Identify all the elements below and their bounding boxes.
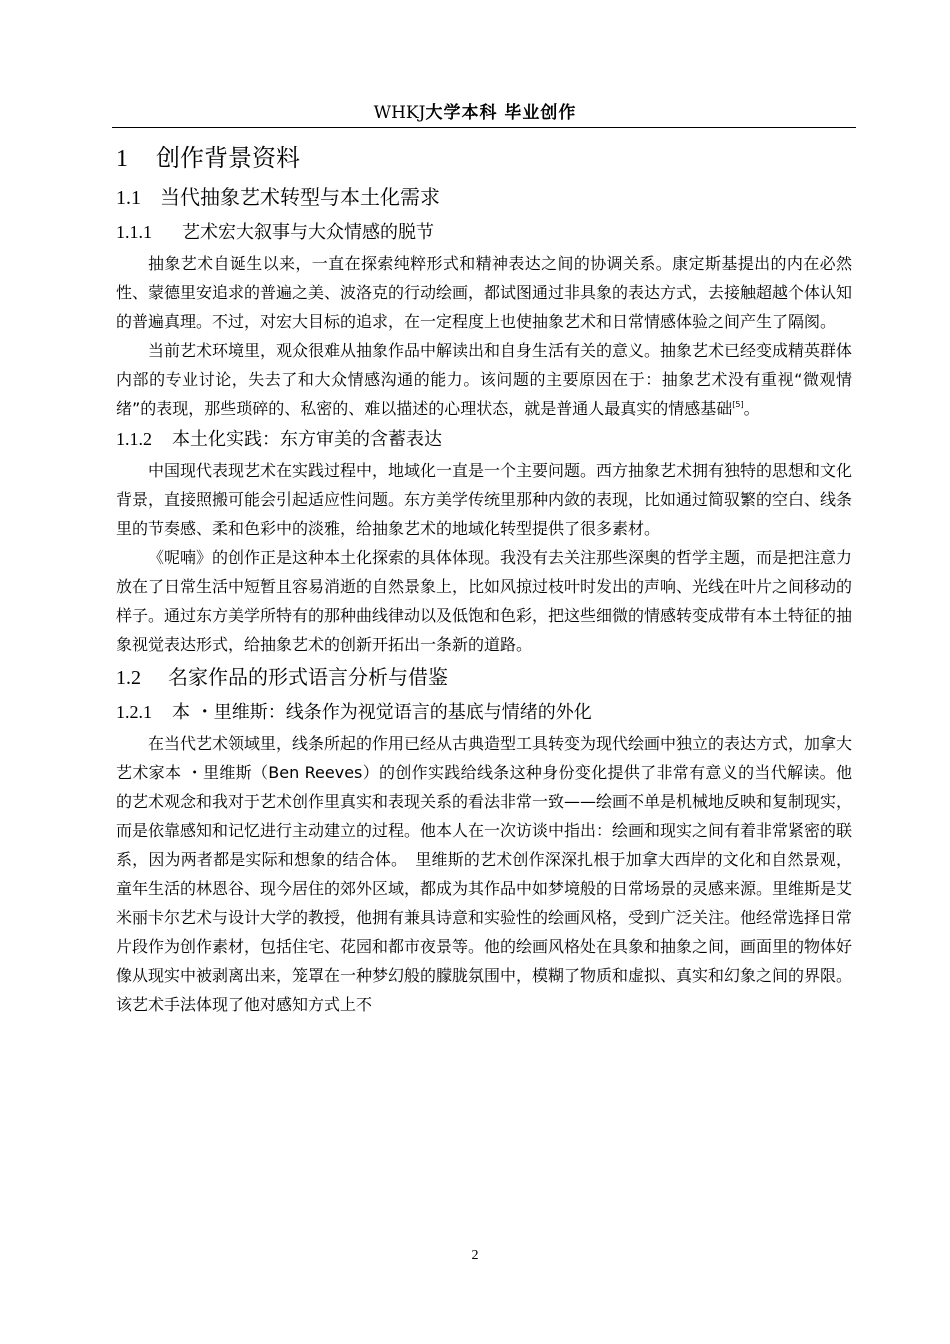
main-content bbox=[116, 136, 852, 1019]
page-number: 2 bbox=[471, 1248, 479, 1263]
section-title: 名家作品的形式语言分析与借鉴 bbox=[168, 665, 448, 689]
subsection-heading-1-1-2 bbox=[116, 423, 852, 456]
body-paragraph: 抽象艺术自诞生以来，一直在探索纯粹形式和精神表达之间的协调关系。康定斯基提出的内在必然性、蒙德里安追求的普遍之美、波洛克的行动绘画，都试图通过非具象的表达方式，去接触超越个体认知的普遍真理。不过，对宏大目标的追求，在一定程度上也使抽象艺术和日常情感体验之间产生了隔阂。 bbox=[116, 254, 853, 331]
subsection-title: 本 ・里维斯：线条作为视觉语言的基底与情绪的外化 bbox=[172, 702, 592, 723]
header-rule bbox=[112, 127, 856, 128]
running-header bbox=[0, 100, 950, 126]
section-title: 当代抽象艺术转型与本土化需求 bbox=[160, 185, 440, 209]
subsection-heading-1-2-1 bbox=[116, 696, 852, 729]
header-latin-text: WHKJ bbox=[373, 103, 426, 123]
header-chinese-text: 大学本科 毕业创作 bbox=[425, 103, 577, 123]
chapter-number: 1 bbox=[116, 146, 128, 172]
body-paragraph: 中国现代表现艺术在实践过程中，地域化一直是一个主要问题。西方抽象艺术拥有独特的思想和文化背景，直接照搬可能会引起适应性问题。东方美学传统里那种内敛的表现，比如通过简驭繁的空白、线条里的节奏感、柔和色彩中的淡雅，给抽象艺术的地域化转型提供了很多素材。 bbox=[116, 461, 853, 538]
section-number: 1.2 bbox=[116, 667, 141, 689]
section-number: 1.1 bbox=[116, 187, 141, 209]
paragraph-text: 当前艺术环境里，观众很难从抽象作品中解读出和自身生活有关的意义。抽象艺术已经变成精英群体内部的专业讨论，失去了和大众情感沟通的能力。该问题的主要原因在于：抽象艺术没有重视“微观情绪”的表现，那些琐碎的、私密的、难以描述的心理状态，就是普通人最真实的情感基础 bbox=[116, 341, 853, 418]
chapter-title: 创作背景资料 bbox=[156, 144, 300, 172]
subsection-number: 1.2.1 bbox=[116, 702, 152, 722]
subsection-title: 艺术宏大叙事与大众情感的脱节 bbox=[182, 222, 434, 243]
subsection-number: 1.1.2 bbox=[116, 429, 152, 449]
subsection-number: 1.1.1 bbox=[116, 222, 152, 242]
body-paragraph: 《呢喃》的创作正是这种本土化探索的具体体现。我没有去关注那些深奥的哲学主题，而是把注意力放在了日常生活中短暂且容易消逝的自然景象上，比如风掠过枝叶时发出的声响、光线在叶片之间移动的样子。通过东方美学所特有的那种曲线律动以及低饱和色彩，把这些细微的情感转变成带有本土特征的抽象视觉表达形式，给抽象艺术的创新开拓出一条新的道路。 bbox=[116, 548, 853, 654]
subsection-heading-1-1-1 bbox=[116, 216, 852, 249]
body-paragraph bbox=[116, 336, 852, 423]
chapter-heading bbox=[116, 138, 852, 179]
citation-marker: [5] bbox=[732, 400, 744, 409]
body-paragraph: 在当代艺术领域里，线条所起的作用已经从古典造型工具转变为现代绘画中独立的表达方式，加拿大艺术家本 ・里维斯（Ben Reeves）的创作实践给线条这种身份变化提供了非常有意义的当代解读。他的艺术观念和我对于艺术创作里真实和表现关系的看法非常一致——绘画不单是机械地反映和复制现实，而是依靠感知和记忆进行主动建立的过程。他本人在一次访谈中指出：绘画和现实之间有着非常紧密的联系，因为两者都是实际和想象的结合体。 里维斯的艺术创作深深扎根于加拿大西岸的文化和自然景观，童年生活的林恩谷、现今居住的郊外区域，都成为其作品中如梦境般的日常场景的灵感来源。里维斯是艾米丽卡尔艺术与设计大学的教授，他拥有兼具诗意和实验性的绘画风格，受到广泛关注。他经常选择日常片段作为创作素材，包括住宅、花园和都市夜景等。他的绘画风格处在具象和抽象之间，画面里的物体好像从现实中被剥离出来，笼罩在一种梦幻般的朦胧氛围中，模糊了物质和虚拟、真实和幻象之间的界限。该艺术手法体现了他对感知方式上不 bbox=[116, 734, 853, 1014]
subsection-title: 本土化实践：东方审美的含蓄表达 bbox=[172, 429, 442, 450]
paragraph-end: 。 bbox=[743, 399, 760, 418]
section-heading-1-1 bbox=[116, 179, 852, 216]
section-heading-1-2 bbox=[116, 659, 852, 696]
